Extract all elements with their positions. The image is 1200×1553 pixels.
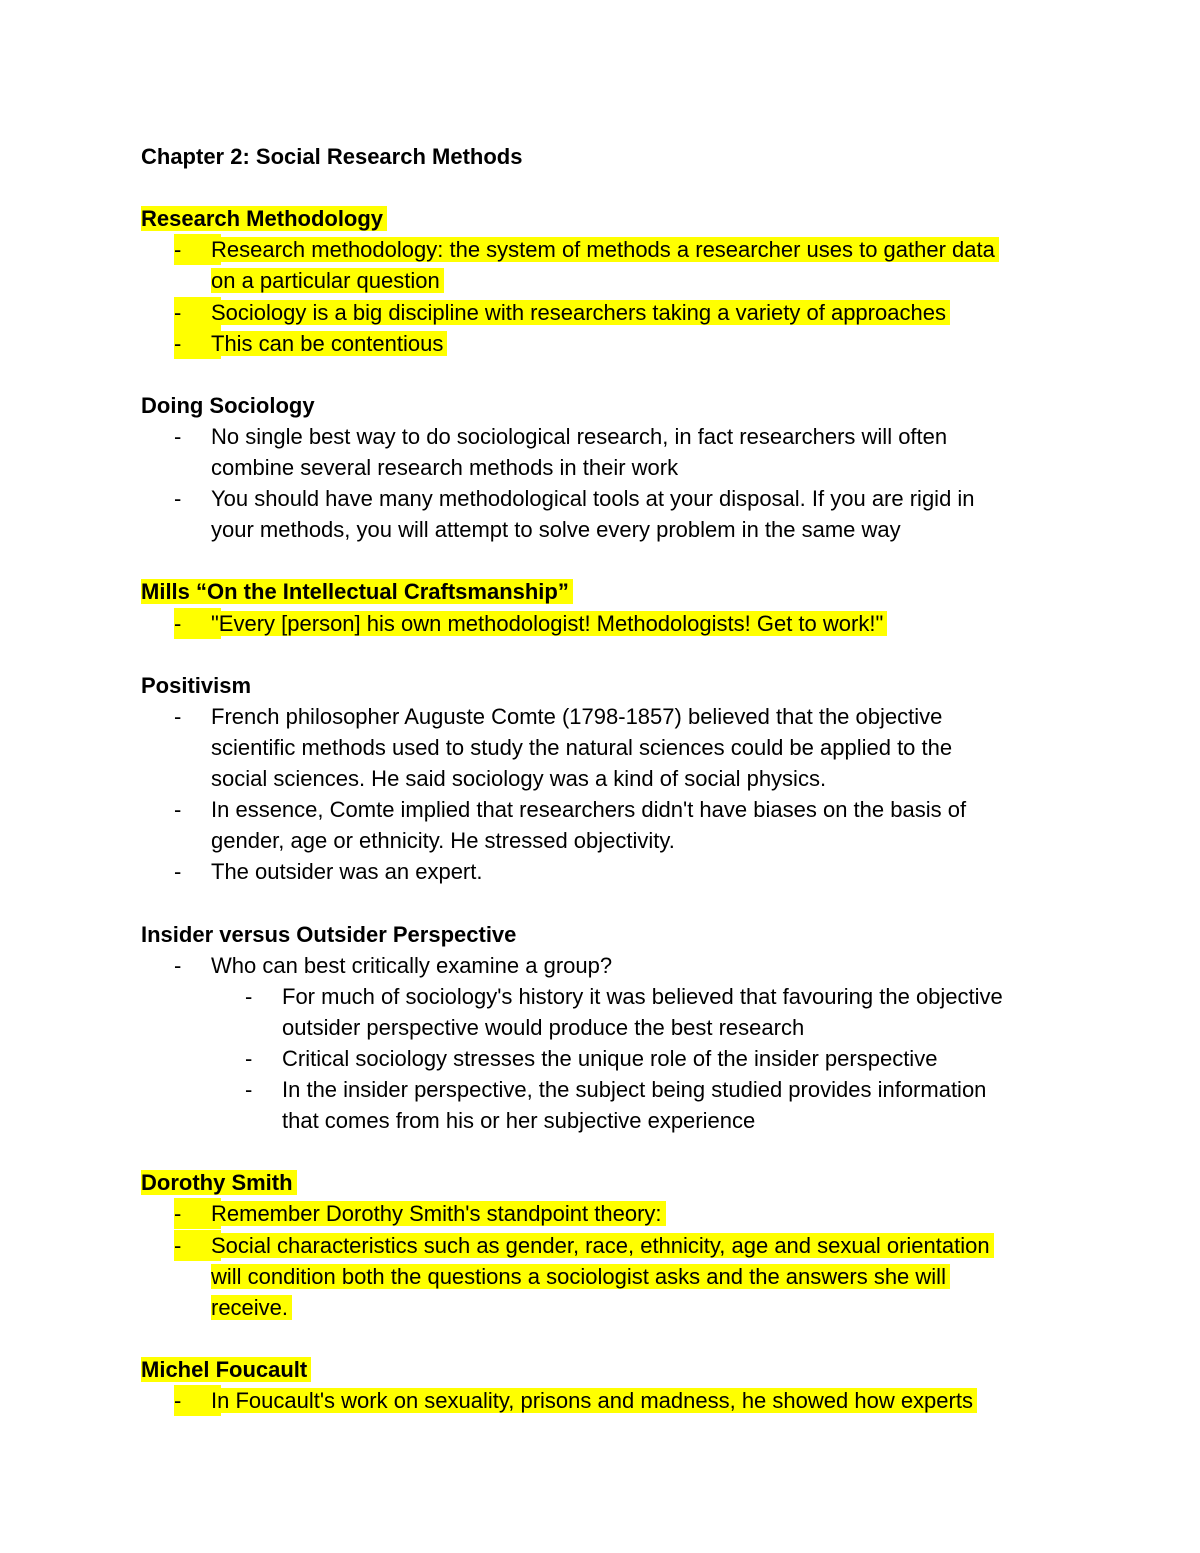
- bullet-dash: [245, 1074, 252, 1105]
- list-item-text: Critical sociology stresses the unique role of the insider perspective: [282, 1045, 938, 1071]
- section-heading-text: Insider versus Outsider Perspective: [141, 921, 517, 947]
- list-item-text: Who can best critically examine a group?: [211, 952, 613, 978]
- list-item-text: your methods, you will attempt to solve every problem in the same way: [211, 517, 901, 543]
- list-item-text: outsider perspective would produce the best research: [282, 1014, 805, 1040]
- list-item-text: on a particular question: [211, 268, 444, 293]
- section-heading: [141, 919, 516, 950]
- list-item-line: [211, 794, 966, 825]
- bullet-dash: [174, 608, 211, 639]
- list-item-text: Sociology is a big discipline with researchers taking a variety of approaches: [211, 300, 950, 325]
- list-item-line: [211, 1385, 977, 1416]
- list-item-text: For much of sociology's history it was believed that favouring the objective: [282, 983, 1003, 1009]
- list-item-line: [211, 950, 612, 981]
- bullet-dash-glyph: -: [245, 983, 253, 1009]
- bullet-dash-glyph: -: [174, 234, 221, 265]
- section-heading: [141, 576, 573, 607]
- list-item-text: social sciences. He said sociology was a kind of social physics.: [211, 766, 827, 791]
- section-heading: [141, 203, 387, 234]
- list-item-text: No single best way to do sociological research, in fact researchers will often: [211, 423, 948, 449]
- bullet-dash-glyph: -: [174, 703, 182, 729]
- bullet-dash: [174, 794, 181, 825]
- bullet-dash: [174, 856, 181, 887]
- bullet-dash: [174, 1198, 211, 1229]
- bullet-dash: [174, 950, 181, 981]
- bullet-dash: [174, 421, 181, 452]
- section-heading-text: Dorothy Smith: [141, 1170, 297, 1195]
- list-item-line: [211, 483, 975, 514]
- list-item-line: [282, 981, 1003, 1012]
- bullet-dash-glyph: -: [245, 1077, 253, 1102]
- list-item-text: In essence, Comte implied that researchers didn't have biases on the basis of: [211, 797, 967, 823]
- bullet-dash: [174, 1385, 211, 1416]
- list-item-line: [211, 452, 678, 483]
- section-heading-text: Research Methodology: [141, 206, 387, 231]
- list-item-line: [211, 297, 950, 328]
- list-item-text: receive.: [211, 1295, 292, 1320]
- list-item-text: Research methodology: the system of methods a researcher uses to gather data: [211, 237, 999, 262]
- bullet-dash: [174, 297, 211, 328]
- bullet-dash-glyph: -: [174, 608, 221, 639]
- section-heading: [141, 1354, 311, 1385]
- page-title: Chapter 2: Social Research Methods: [141, 144, 523, 169]
- bullet-dash: [174, 234, 211, 265]
- list-item-line: [282, 1074, 986, 1105]
- list-item-line: [211, 421, 947, 452]
- bullet-dash-glyph: -: [174, 423, 182, 449]
- bullet-dash-glyph: -: [174, 328, 221, 359]
- list-item-text: In the insider perspective, the subject being studied provides information: [282, 1077, 987, 1102]
- bullet-dash: [174, 1230, 211, 1261]
- list-item-line: [211, 234, 999, 265]
- list-item-text: In Foucault's work on sexuality, prisons and madness, he showed how experts: [211, 1388, 977, 1413]
- list-item-line: [211, 701, 942, 732]
- section-heading-text: Michel Foucault: [141, 1357, 311, 1382]
- list-item-line: [211, 763, 826, 794]
- list-item-line: [282, 1043, 937, 1074]
- list-item-text: You should have many methodological tools at your disposal. If you are rigid in: [211, 486, 975, 512]
- bullet-dash-glyph: -: [174, 859, 182, 885]
- list-item-text: scientific methods used to study the natural sciences could be applied to the: [211, 734, 953, 760]
- list-item-text: gender, age or ethnicity. He stressed objectivity.: [211, 828, 675, 854]
- bullet-dash: [245, 1043, 252, 1074]
- list-item-line: [211, 1292, 292, 1323]
- list-item-line: [211, 328, 447, 359]
- bullet-dash-glyph: -: [174, 1230, 221, 1261]
- list-item-text: Remember Dorothy Smith's standpoint theory:: [211, 1201, 666, 1226]
- section-heading-text: Doing Sociology: [141, 392, 315, 418]
- bullet-dash-glyph: -: [174, 1198, 221, 1229]
- bullet-dash-glyph: -: [174, 486, 182, 512]
- section-heading: [141, 390, 315, 421]
- list-item-text: will condition both the questions a sociologist asks and the answers she will: [211, 1264, 950, 1289]
- bullet-dash-glyph: -: [174, 297, 221, 328]
- list-item-line: [211, 732, 952, 763]
- list-item-text: "Every [person] his own methodologist! Methodologists! Get to work!": [211, 611, 887, 636]
- list-item-line: [282, 1105, 755, 1136]
- list-item-line: [211, 825, 675, 856]
- list-item-line: [211, 1198, 666, 1229]
- section-heading-text: Mills “On the Intellectual Craftsmanship”: [141, 579, 573, 604]
- list-item-text: This can be contentious: [211, 331, 447, 356]
- list-item-text: combine several research methods in their work: [211, 455, 679, 480]
- list-item-line: [211, 608, 887, 639]
- section-heading-text: Positivism: [141, 672, 252, 698]
- list-item-line: [211, 265, 444, 296]
- list-item-text: Social characteristics such as gender, race, ethnicity, age and sexual orientation: [211, 1233, 994, 1258]
- bullet-dash-glyph: -: [174, 952, 182, 978]
- list-item-text: The outsider was an expert.: [211, 859, 483, 885]
- section-heading: [141, 670, 251, 701]
- bullet-dash-glyph: -: [174, 797, 182, 823]
- list-item-text: French philosopher Auguste Comte (1798-1857) believed that the objective: [211, 703, 943, 729]
- list-item-line: [211, 1230, 994, 1261]
- list-item-line: [211, 856, 482, 887]
- list-item-line: [282, 1012, 804, 1043]
- list-item-line: [211, 514, 901, 545]
- bullet-dash-glyph: -: [245, 1045, 253, 1071]
- section-heading: [141, 1167, 297, 1198]
- bullet-dash: [174, 483, 181, 514]
- bullet-dash: [245, 981, 252, 1012]
- bullet-dash: [174, 701, 181, 732]
- bullet-dash-glyph: -: [174, 1385, 221, 1416]
- list-item-line: [211, 1261, 950, 1292]
- bullet-dash: [174, 328, 211, 359]
- list-item-text: that comes from his or her subjective experience: [282, 1108, 756, 1134]
